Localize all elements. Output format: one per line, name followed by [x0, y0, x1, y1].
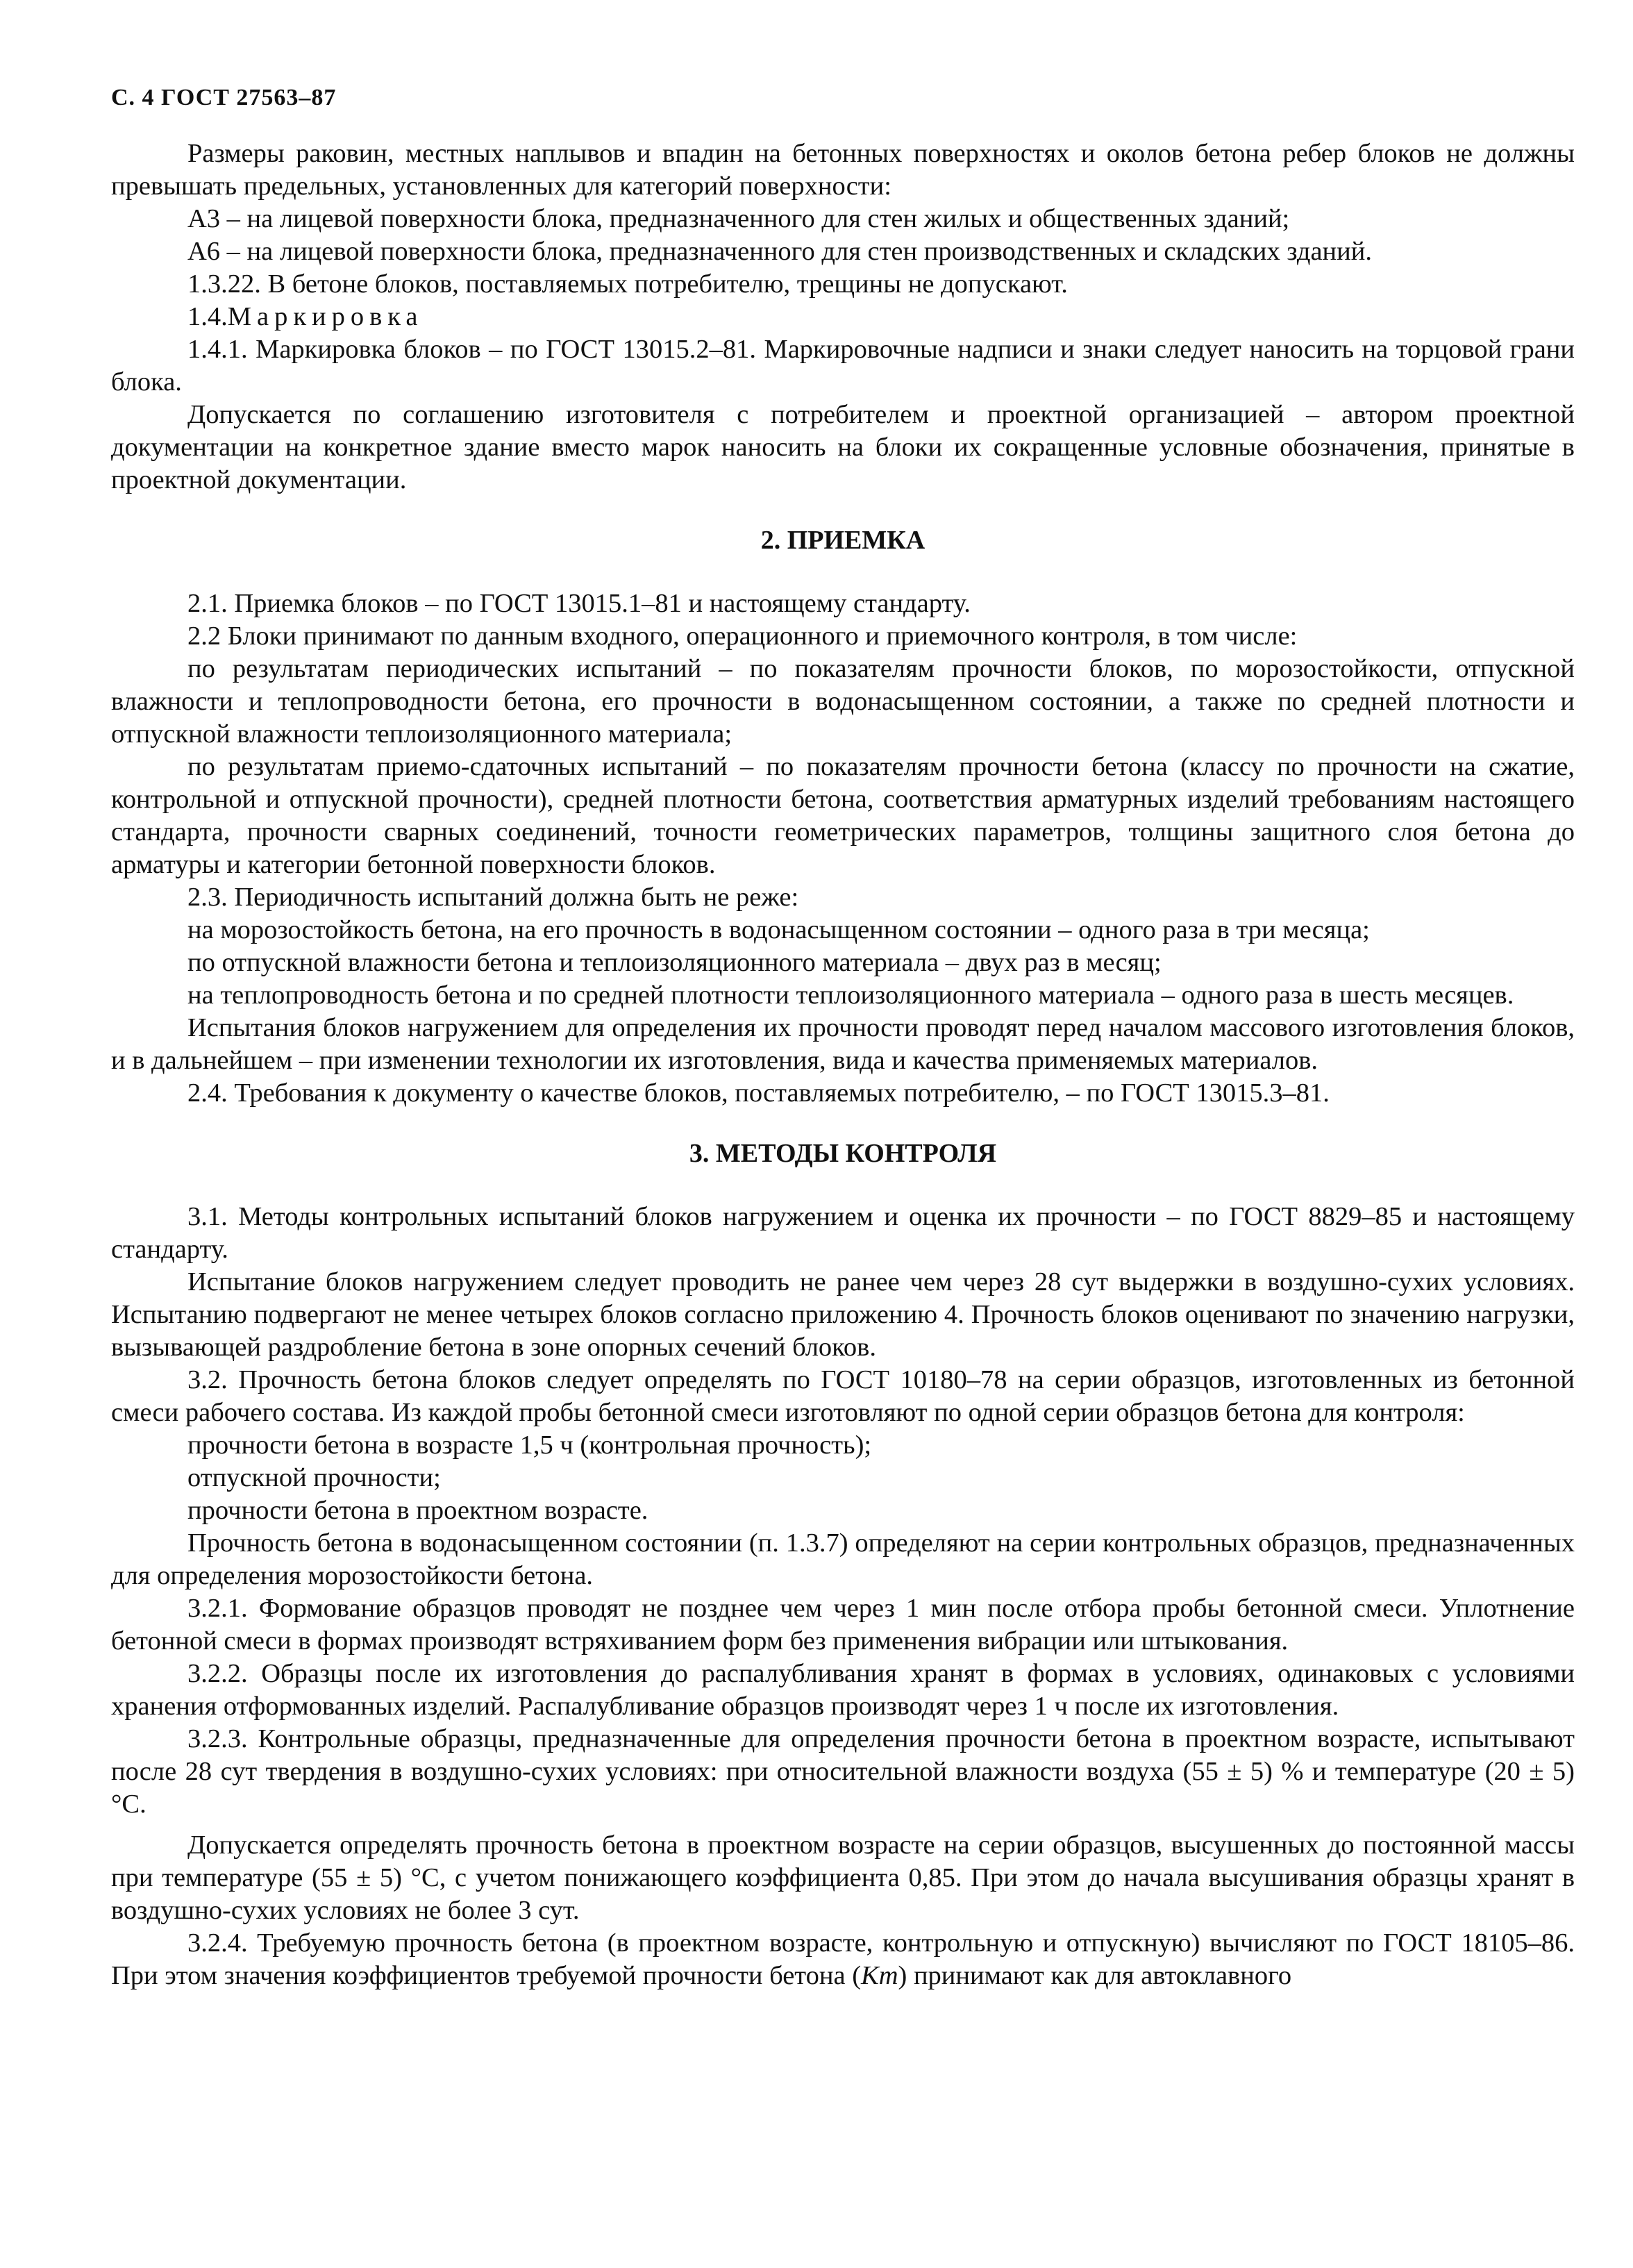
paragraph: прочности бетона в проектном возрасте. [187, 1496, 648, 1525]
paragraph: 2.3. Периодичность испытаний должна быть не реже: [187, 883, 799, 912]
paragraph: А3 – на лицевой поверхности блока, предназначенного для стен жилых и общественных зданий; [187, 204, 1290, 233]
paragraph: 3.2.3. Контрольные образцы, предназначенные для определения прочности бетона в проектном возрасте, испытывают после 28 сут твердения в воздушно-сухих условиях: при относительной влажности воздуха (55 ± 5) % и температуре (20 ± 5) °С. [111, 1724, 1575, 1819]
kt-symbol: Kт [861, 1961, 898, 1990]
paragraph: Испытания блоков нагружением для определения их прочности проводят перед началом массового изготовления блоков, и в дальнейшем – при изменении технологии их изготовления, вида и качества применяемых материалов. [111, 1013, 1575, 1075]
subsection-title: Маркировка [227, 302, 424, 331]
paragraph: 3.2. Прочность бетона блоков следует определять по ГОСТ 10180–78 на серии образцов, изготовленных из бетонной смеси рабочего состава. Из каждой пробы бетонной смеси изготовляют по одной серии образцов бетона для контроля: [111, 1365, 1575, 1427]
paragraph: на морозостойкость бетона, на его прочность в водонасыщенном состоянии – одного раза в три месяца; [187, 915, 1370, 944]
paragraph: по результатам периодических испытаний – по показателям прочности блоков, по морозостойкости, отпускной влажности и теплопроводности бетона, его прочности в водонасыщенном состоянии, а также по средней плотности и отпускной влажности теплоизоляционного материала; [111, 654, 1575, 749]
subsection-heading [111, 301, 1575, 333]
paragraph-text: ) принимают как для автоклавного [898, 1961, 1292, 1990]
paragraph: Размеры раковин, местных наплывов и впадин на бетонных поверхностях и околов бетона ребер блоков не должны превышать предельных, установленных для категорий поверхности: [111, 139, 1575, 201]
paragraph: по результатам приемо-сдаточных испытаний – по показателям прочности бетона (классу по прочности на сжатие, контрольной и отпускной прочности), средней плотности бетона, соответствия арматурных изделий требованиям настоящего стандарта, прочности сварных соединений, точности геометрических параметров, толщины защитного слоя бетона до арматуры и категории бетонной поверхности блоков. [111, 752, 1575, 879]
section-title-control-methods: 3. МЕТОДЫ КОНТРОЛЯ [689, 1139, 997, 1168]
paragraph: Прочность бетона в водонасыщенном состоянии (п. 1.3.7) определяют на серии контрольных образцов, предназначенных для определения морозостойкости бетона. [111, 1528, 1575, 1590]
paragraph: отпускной прочности; [187, 1463, 441, 1492]
paragraph: 3.1. Методы контрольных испытаний блоков нагружением и оценка их прочности – по ГОСТ 8829–85 и настоящему стандарту. [111, 1202, 1575, 1264]
paragraph: 2.4. Требования к документу о качестве блоков, поставляемых потребителю, – по ГОСТ 13015.3–81. [187, 1078, 1330, 1108]
paragraph-text: 3.2.4. Требуемую прочность бетона (в проектном возрасте, контрольную и отпускную) вычисляют по ГОСТ 18105–86. При этом значения коэффициентов требуемой прочности бетона ( [111, 1928, 1575, 1990]
paragraph: Испытание блоков нагружением следует проводить не ранее чем через 28 сут выдержки в воздушно-сухих условиях. Испытанию подвергают не менее четырех блоков согласно приложению 4. Прочность блоков оценивают по значению нагрузки, вызывающей раздробление бетона в зоне опорных сечений блоков. [111, 1267, 1575, 1362]
paragraph: Допускается определять прочность бетона в проектном возрасте на серии образцов, высушенных до постоянной массы при температуре (55 ± 5) °С, с учетом понижающего коэффициента 0,85. При этом до начала высушивания образцы хранят в воздушно-сухих условиях не более 3 сут. [111, 1831, 1575, 1925]
paragraph: Допускается по соглашению изготовителя с потребителем и проектной организацией – автором проектной документации на конкретное здание вместо марок наносить на блоки их сокращенные условные обозначения, принятые в проектной документации. [111, 400, 1575, 494]
paragraph: 1.3.22. В бетоне блоков, поставляемых потребителю, трещины не допускают. [187, 269, 1068, 299]
paragraph: 2.1. Приемка блоков – по ГОСТ 13015.1–81 и настоящему стандарту. [187, 589, 971, 618]
paragraph: по отпускной влажности бетона и теплоизоляционного материала – двух раз в месяц; [187, 948, 1162, 977]
section-title-acceptance: 2. ПРИЕМКА [760, 526, 926, 555]
paragraph: на теплопроводность бетона и по средней плотности теплоизоляционного материала – одного раза в шесть месяцев. [187, 981, 1514, 1010]
paragraph-last [111, 1927, 1575, 1992]
paragraph: А6 – на лицевой поверхности блока, предназначенного для стен производственных и складских зданий. [187, 237, 1372, 266]
paragraph: 3.2.1. Формование образцов проводят не позднее чем через 1 мин после отбора пробы бетонной смеси. Уплотнение бетонной смеси в формах производят встряхиванием форм без применения вибрации или штыкования. [111, 1594, 1575, 1656]
paragraph: 3.2.2. Образцы после их изготовления до распалубливания хранят в формах в условиях, одинаковых с условиями хранения отформованных изделий. Распалубливание образцов производят через 1 ч после их изготовления. [111, 1659, 1575, 1721]
subsection-number: 1.4. [187, 302, 228, 331]
paragraph: прочности бетона в возрасте 1,5 ч (контрольная прочность); [187, 1431, 872, 1460]
document-body [111, 137, 1575, 1992]
paragraph: 2.2 Блоки принимают по данным входного, операционного и приемочного контроля, в том числе: [187, 622, 1298, 651]
paragraph: 1.4.1. Маркировка блоков – по ГОСТ 13015.2–81. Маркировочные надписи и знаки следует наносить на торцовой грани блока. [111, 335, 1575, 397]
page-header: С. 4 ГОСТ 27563–87 [111, 85, 337, 110]
